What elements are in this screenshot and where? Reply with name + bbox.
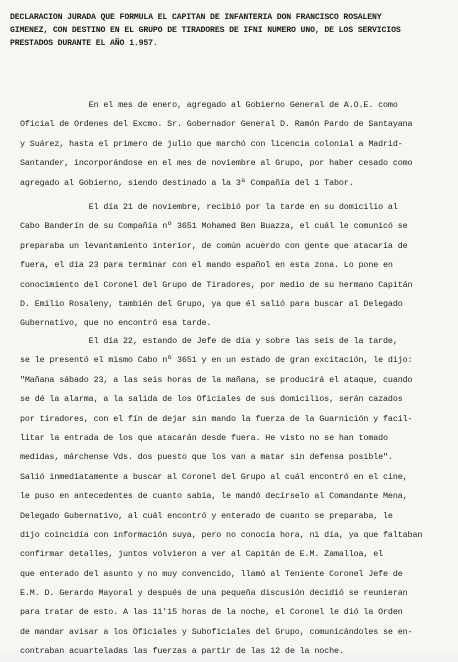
text-line: conocimiento del Coronel del Grupo de Tiradores, por medio de su hermano Capitán [20, 279, 413, 290]
text-line: El día 21 de noviembre, recibió por la tarde en su domicilio al [20, 202, 398, 212]
text-line: litar la entrada de los que atacarán desde fuera. He visto no se han tomado [20, 432, 388, 443]
text-line: agregado al Gobierno, siendo destinado a la 3ª Compañía del 1 Tabor. [20, 177, 354, 188]
text-line: y Suárez, hasta el primero de julio que marchó con licencia colonial a Madrid- [20, 138, 403, 149]
text-line: contraban acuarteladas las fuerzas a partir de las 12 de la noche. [20, 646, 344, 657]
text-line: Salió inmediatamente a buscar al Coronel del Grupo al cuál encontró en el cine, [20, 471, 408, 482]
text-line: para tratar de esto. A las 11'15 horas de la noche, el Coronel le dió la Orden [20, 607, 403, 618]
text-line: dijo coincidía con información suya, pero no conocía hora, ni día, ya que faltaban [20, 529, 423, 540]
text-line: confirmar detalles, juntos volvieron a ver al Capitán de E.M. Zamalloa, el [20, 549, 384, 560]
text-line: E.M. D. Gerardo Mayoral y después de una pequeña discusión decidió se reunieran [20, 588, 408, 599]
text-line: Cabo Banderín de su Compañía nº 3651 Mohamed Ben Buazza, el cuál le comunicó se [20, 221, 408, 232]
text-line: El día 22, estando de Jefe de día y sobre las seis de la tarde, [20, 336, 398, 346]
text-line: fuera, el día 23 para terminar con el mando español en esta zona. Lo pone en [20, 260, 393, 271]
text-line: le puso en antecedentes de cuanto sabía, le mandó decírselo al Comandante Mena, [20, 491, 408, 502]
text-line: "Mañana sábado 23, a las seis horas de la mañana, se producirá el ataque, cuando [20, 374, 413, 385]
title-line: PRESTADOS DURANTE EL AÑO 1.957. [10, 39, 158, 49]
text-line: preparaba un levantamiento interior, de común acuerdo con gente que atacaría de [20, 240, 408, 251]
text-line: por tiradores, con el fín de dejar sin mando la fuerza de la Guarnición y facil- [20, 413, 413, 424]
paragraph-22-noviembre [20, 332, 450, 662]
title-line: DECLARACION JURADA QUE FORMULA EL CAPITAN DE INFANTERIA DON FRANCISCO ROSALENY [10, 13, 382, 22]
title-line: GIMENEZ, CON DESTINO EN EL GRUPO DE TIRADORES DE IFNI NUMERO UNO, DE LOS SERVICIOS [10, 26, 401, 36]
text-line: se dé la alarma, a la salida de los Oficiales de sus domicilios, serán cazados [20, 394, 403, 405]
text-line: Gubernativo, que no encontró esa tarde. [20, 318, 212, 329]
paragraph-21-noviembre [20, 198, 450, 334]
text-line: de mandar avisar a los Oficiales y Suboficiales del Grupo, comunicándoles se en- [20, 626, 413, 637]
text-line: Santander, incorporándose en el mes de noviembre al Grupo, por haber cesado como [20, 158, 413, 169]
text-line: En el mes de enero, agregado al Gobierno General de A.O.E. como [20, 100, 398, 110]
text-line: Oficial de Ordenes del Excmo. Sr. Gobernador General D. Ramón Pardo de Santayana [20, 119, 413, 130]
text-line: D. Emilio Rosaleny, también del Grupo, ya que él salió para buscar al Delegado [20, 298, 403, 309]
text-line: que enterado del asunto y no muy convencido, llamó al Teniente Coronel Jefe de [20, 568, 403, 579]
document-title [10, 11, 450, 51]
text-line: se le presentó el mismo Cabo nº 3651 y en un estado de gran excitación, le dijo: [20, 355, 413, 366]
text-line: medidas, márchense Vds. dos puesto que los van a matar sin defensa posible". [20, 452, 393, 463]
text-line: Delegado Gubernativo, al cuál encontró y enterado de cuanto se preparaba, le [20, 510, 393, 521]
paragraph-enero [20, 96, 450, 193]
